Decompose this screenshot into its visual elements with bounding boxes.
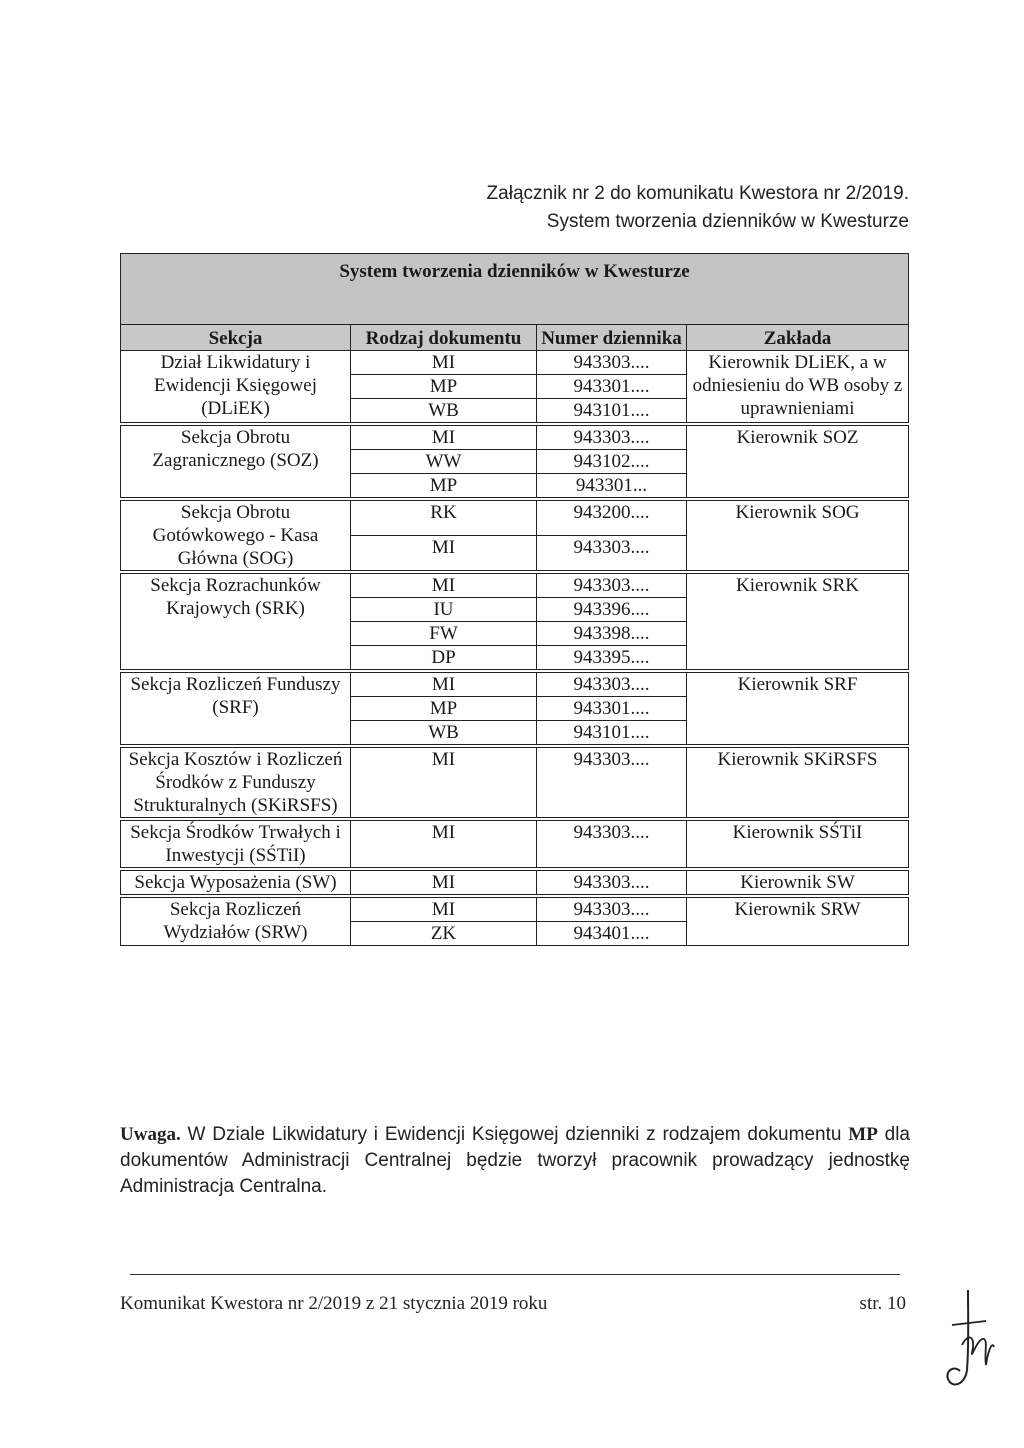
table-row <box>121 671 909 697</box>
section-name-cell: Sekcja Obrotu Gotówkowego - Kasa Główna (SOG) <box>121 499 351 572</box>
journal-number-cell: 943102.... <box>537 450 687 474</box>
footer-page-number: str. 10 <box>859 1293 906 1314</box>
journal-number-cell: 943398.... <box>537 622 687 646</box>
table-row <box>121 746 909 819</box>
journal-number-cell: 943303.... <box>537 424 687 450</box>
journal-number-cell: 943301... <box>537 474 687 500</box>
document-type-cell: MP <box>351 474 537 500</box>
attachment-header <box>487 180 909 236</box>
document-type-cell: DP <box>351 646 537 672</box>
table-row <box>121 819 909 869</box>
document-type-cell: MI <box>351 896 537 922</box>
section-name-cell: Sekcja Wyposażenia (SW) <box>121 869 351 896</box>
section-name-cell: Sekcja Rozliczeń Funduszy (SRF) <box>121 671 351 746</box>
handwritten-signature <box>938 1285 998 1395</box>
created-by-cell: Kierownik SW <box>687 869 909 896</box>
journal-number-cell: 943303.... <box>537 351 687 375</box>
section-name-cell: Sekcja Rozliczeń Wydziałów (SRW) <box>121 896 351 946</box>
table-row <box>121 499 909 536</box>
journal-number-cell: 943303.... <box>537 572 687 598</box>
journal-number-cell: 943395.... <box>537 646 687 672</box>
table-row <box>121 896 909 922</box>
journal-number-cell: 943303.... <box>537 746 687 819</box>
created-by-cell: Kierownik SŚTiI <box>687 819 909 869</box>
created-by-cell: Kierownik SKiRSFS <box>687 746 909 819</box>
journal-number-cell: 943301.... <box>537 375 687 399</box>
document-type-cell: MI <box>351 572 537 598</box>
section-name-cell: Sekcja Środków Trwałych i Inwestycji (SŚTiI) <box>121 819 351 869</box>
note-label: Uwaga. <box>120 1124 181 1145</box>
document-type-cell: MI <box>351 536 537 573</box>
journal-number-cell: 943303.... <box>537 896 687 922</box>
journal-number-cell: 943303.... <box>537 869 687 896</box>
document-type-cell: MI <box>351 351 537 375</box>
journal-number-cell: 943101.... <box>537 721 687 747</box>
document-type-cell: MI <box>351 819 537 869</box>
table-row <box>121 869 909 896</box>
journal-number-cell: 943303.... <box>537 671 687 697</box>
created-by-cell: Kierownik SRW <box>687 896 909 946</box>
journal-number-cell: 943200.... <box>537 499 687 536</box>
document-type-cell: WB <box>351 399 537 425</box>
document-type-cell: MI <box>351 671 537 697</box>
created-by-cell: Kierownik SOZ <box>687 424 909 499</box>
note-text-start: W Dziale Likwidatury i Ewidencji Księgowej dzienniki z rodzajem dokumentu <box>180 1124 849 1145</box>
table-title: System tworzenia dzienników w Kwesturze <box>121 254 909 325</box>
created-by-cell: Kierownik SOG <box>687 499 909 572</box>
section-name-cell: Sekcja Rozrachunków Krajowych (SRK) <box>121 572 351 671</box>
document-type-cell: ZK <box>351 922 537 946</box>
journal-number-cell: 943303.... <box>537 819 687 869</box>
column-header-created-by: Zakłada <box>687 325 909 351</box>
created-by-cell: Kierownik SRF <box>687 671 909 746</box>
section-name-cell: Sekcja Obrotu Zagranicznego (SOZ) <box>121 424 351 499</box>
created-by-cell: Kierownik SRK <box>687 572 909 671</box>
table-row <box>121 351 909 375</box>
table-body <box>121 351 909 946</box>
journal-system-table <box>120 253 909 946</box>
section-name-cell: Dział Likwidatury i Ewidencji Księgowej (DLiEK) <box>121 351 351 425</box>
note-text-end: dla dokumentów Administracji Centralnej będzie tworzył pracownik prowadzący jednostkę Administracja Centralna. <box>120 1124 910 1197</box>
attachment-title: Załącznik nr 2 do komunikatu Kwestora nr 2/2019. <box>486 183 909 204</box>
document-type-cell: MP <box>351 375 537 399</box>
note-paragraph <box>120 1122 910 1200</box>
journal-number-cell: 943401.... <box>537 922 687 946</box>
footer-divider <box>130 1274 900 1275</box>
table-row <box>121 424 909 450</box>
table-row <box>121 572 909 598</box>
attachment-subtitle: System tworzenia dzienników w Kwesturze <box>546 211 909 232</box>
journal-number-cell: 943396.... <box>537 598 687 622</box>
column-header-journal-number: Numer dziennika <box>537 325 687 351</box>
document-type-cell: MI <box>351 869 537 896</box>
journal-number-cell: 943301.... <box>537 697 687 721</box>
document-type-cell: WW <box>351 450 537 474</box>
document-type-cell: MI <box>351 746 537 819</box>
note-bold-term: MP <box>848 1124 878 1145</box>
column-header-section: Sekcja <box>121 325 351 351</box>
section-name-cell: Sekcja Kosztów i Rozliczeń Środków z Funduszy Strukturalnych (SKiRSFS) <box>121 746 351 819</box>
document-type-cell: MP <box>351 697 537 721</box>
document-type-cell: RK <box>351 499 537 536</box>
journal-number-cell: 943303.... <box>537 536 687 573</box>
journal-number-cell: 943101.... <box>537 399 687 425</box>
document-type-cell: MI <box>351 424 537 450</box>
column-header-document-type: Rodzaj dokumentu <box>351 325 537 351</box>
footer-publication: Komunikat Kwestora nr 2/2019 z 21 stycznia 2019 roku <box>120 1293 548 1314</box>
created-by-cell: Kierownik DLiEK, a w odniesieniu do WB osoby z uprawnieniami <box>687 351 909 425</box>
document-type-cell: IU <box>351 598 537 622</box>
document-type-cell: WB <box>351 721 537 747</box>
document-type-cell: FW <box>351 622 537 646</box>
